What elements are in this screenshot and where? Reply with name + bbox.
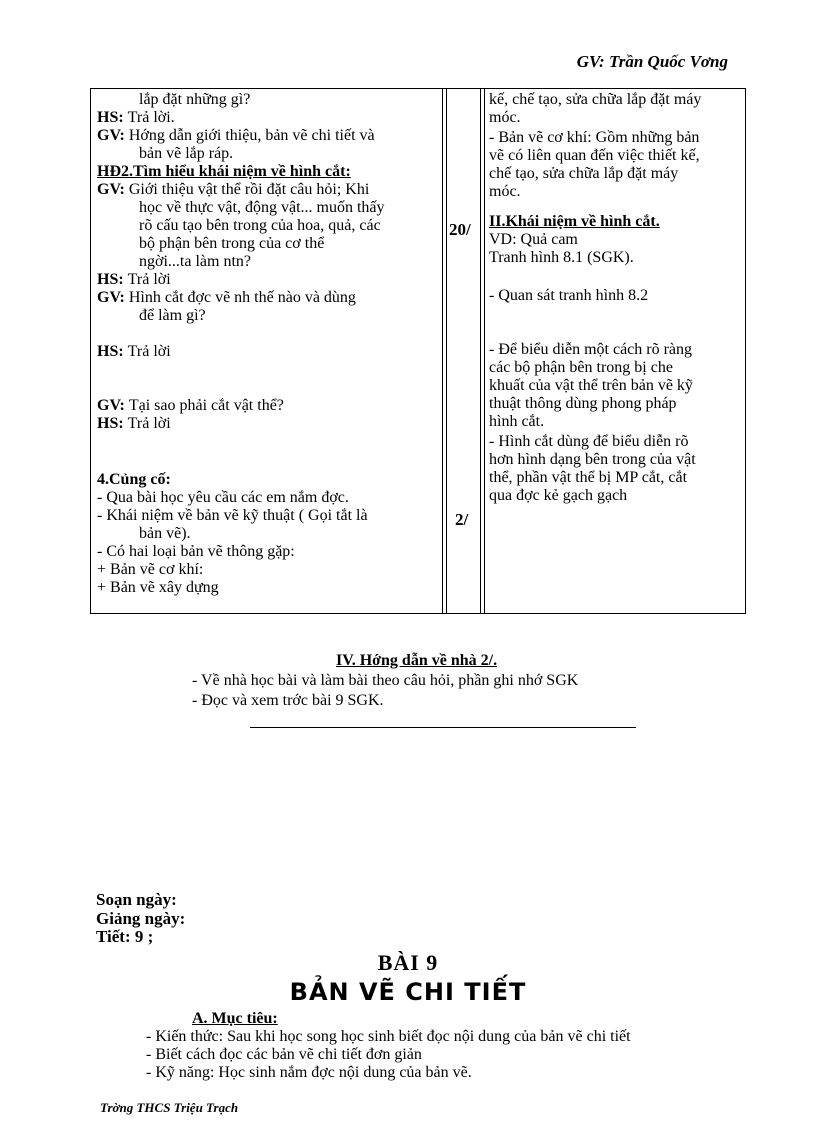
line-text: Trả lời [127,343,171,360]
activity-line [97,271,171,289]
activity-line [97,507,368,525]
line-text: - Có hai loại bản vẽ thông gặp: [97,543,295,560]
tiet: Tiết: 9 ; [96,927,154,946]
activity-line [139,91,250,109]
activity-line [139,307,206,325]
activity-line [97,543,295,561]
line-text: bản vẽ lắp ráp. [139,145,234,162]
content-line: vẽ có liên quan đến việc thiết kế, [489,147,700,164]
content-line: hình cắt. [489,413,545,430]
role-label: HS: [97,343,124,360]
section-heading: II.Khái niệm về hình cắt. [489,213,660,230]
column-divider-2 [480,89,481,613]
column-divider-1 [442,89,443,613]
line-text: 4.Củng cố: [97,471,171,488]
line-text: rõ cấu tạo bên trong của hoa, quả, các [139,217,381,234]
role-label: HS: [97,271,124,288]
objective-item: - Kiến thức: Sau khi học song học sinh biết đọc nội dung của bản vẽ chi tiết [146,1028,631,1045]
content-line: - Hình cắt dùng để biểu diễn rõ [489,433,689,450]
line-text: ngời...ta làm ntn? [139,253,251,270]
content-line: qua đợc kẻ gạch gạch [489,487,628,504]
role-label: GV: [97,127,125,144]
role-label: GV: [97,289,125,306]
lesson-title: BẢN VẼ CHI TIẾT [289,978,527,1006]
time-20: 20/ [449,220,471,239]
activity-line [139,253,251,271]
role-label: GV: [97,181,125,198]
line-text: lắp đặt những gì? [139,91,251,108]
activity-line [97,471,171,489]
divider-line [250,727,636,728]
content-line: hơn hình dạng bên trong của vật [489,451,696,468]
objective-item: - Kỹ năng: Học sinh nắm đợc nội dung của bản vẽ. [146,1064,472,1081]
content-line: móc. [489,183,521,200]
line-text: học về thực vật, động vật... muốn thấy [139,199,385,216]
line-text: - Qua bài học yêu cầu các em nắm đợc. [97,489,349,506]
line-text: + Bản vẽ cơ khí: [97,561,204,578]
teacher-name: GV: Trần Quốc Vơng [576,52,728,71]
lesson-table [90,88,746,614]
activity-line [97,579,219,597]
content-line: - Quan sát tranh hình 8.2 [489,287,649,304]
role-label: GV: [97,397,125,414]
activity-line [97,397,284,415]
activity-line [97,289,356,307]
content-line: chế tạo, sửa chữa lắp đặt máy [489,165,679,182]
line-text: Hớng dẫn giới thiệu, bản vẽ chi tiết và [128,127,375,144]
line-text: bộ phận bên trong của cơ thể [139,235,325,252]
line-text: Trả lời. [127,109,175,126]
activity-line [97,343,171,361]
content-line: kế, chế tạo, sửa chữa lắp đặt máy [489,91,702,108]
content-line: khuất của vật thể trên bản vẽ kỹ [489,377,693,394]
role-label: HS: [97,415,124,432]
line-text: + Bản vẽ xây dựng [97,579,219,596]
soan-ngay: Soạn ngày: [96,890,177,909]
objective-item: - Biết cách đọc các bản vẽ chi tiết đơn giản [146,1046,422,1063]
line-text: bản vẽ). [139,525,191,542]
content-line: các bộ phận bên trong bị che [489,359,673,376]
lesson-number: BÀI 9 [377,950,439,975]
line-text: Trả lời [127,415,171,432]
school-footer: Trờng THCS Triệu Trạch [100,1100,239,1115]
content-line: VD: Quả cam [489,231,578,248]
line-text: Tại sao phải cắt vật thể? [128,397,284,414]
homework-item: - Về nhà học bài và làm bài theo câu hỏi, phần ghi nhớ SGK [192,672,579,689]
time-2: 2/ [455,510,469,529]
line-text: HĐ2.Tìm hiểu khái niệm về hình cắt: [97,163,351,180]
content-line: móc. [489,109,521,126]
activity-line [97,561,203,579]
giang-ngay: Giảng ngày: [96,909,186,928]
section-heading [97,163,351,181]
line-text: Hình cắt đợc vẽ nh thế nào và dùng [128,289,356,306]
activity-line [97,109,175,127]
line-text: - Khái niệm về bản vẽ kỹ thuật ( Gọi tắt là [97,507,368,524]
line-text: Trả lời [127,271,171,288]
content-line: - Để biểu diễn một cách rõ ràng [489,341,693,358]
activity-line [139,217,381,235]
activity-line [97,489,349,507]
homework-title: IV. Hớng dẫn về nhà 2/. [336,652,498,669]
activity-line [139,525,191,543]
content-line: Tranh hình 8.1 (SGK). [489,249,634,266]
activity-line [97,127,375,145]
activity-line [97,181,369,199]
content-line: thể, phần vật thể bị MP cắt, cắt [489,469,688,486]
line-text: để làm gì? [139,307,206,324]
line-text: Giới thiệu vật thể rồi đặt câu hỏi; Khi [128,181,370,198]
objectives-title: A. Mục tiêu: [192,1010,278,1027]
content-line: - Bản vẽ cơ khí: Gồm những bản [489,129,700,146]
activity-line [139,199,385,217]
activity-line [97,415,171,433]
content-line: thuật thông dùng phong pháp [489,395,677,412]
homework-item: - Đọc và xem trớc bài 9 SGK. [192,692,384,709]
role-label: HS: [97,109,124,126]
activity-line [139,235,324,253]
activity-line [139,145,233,163]
